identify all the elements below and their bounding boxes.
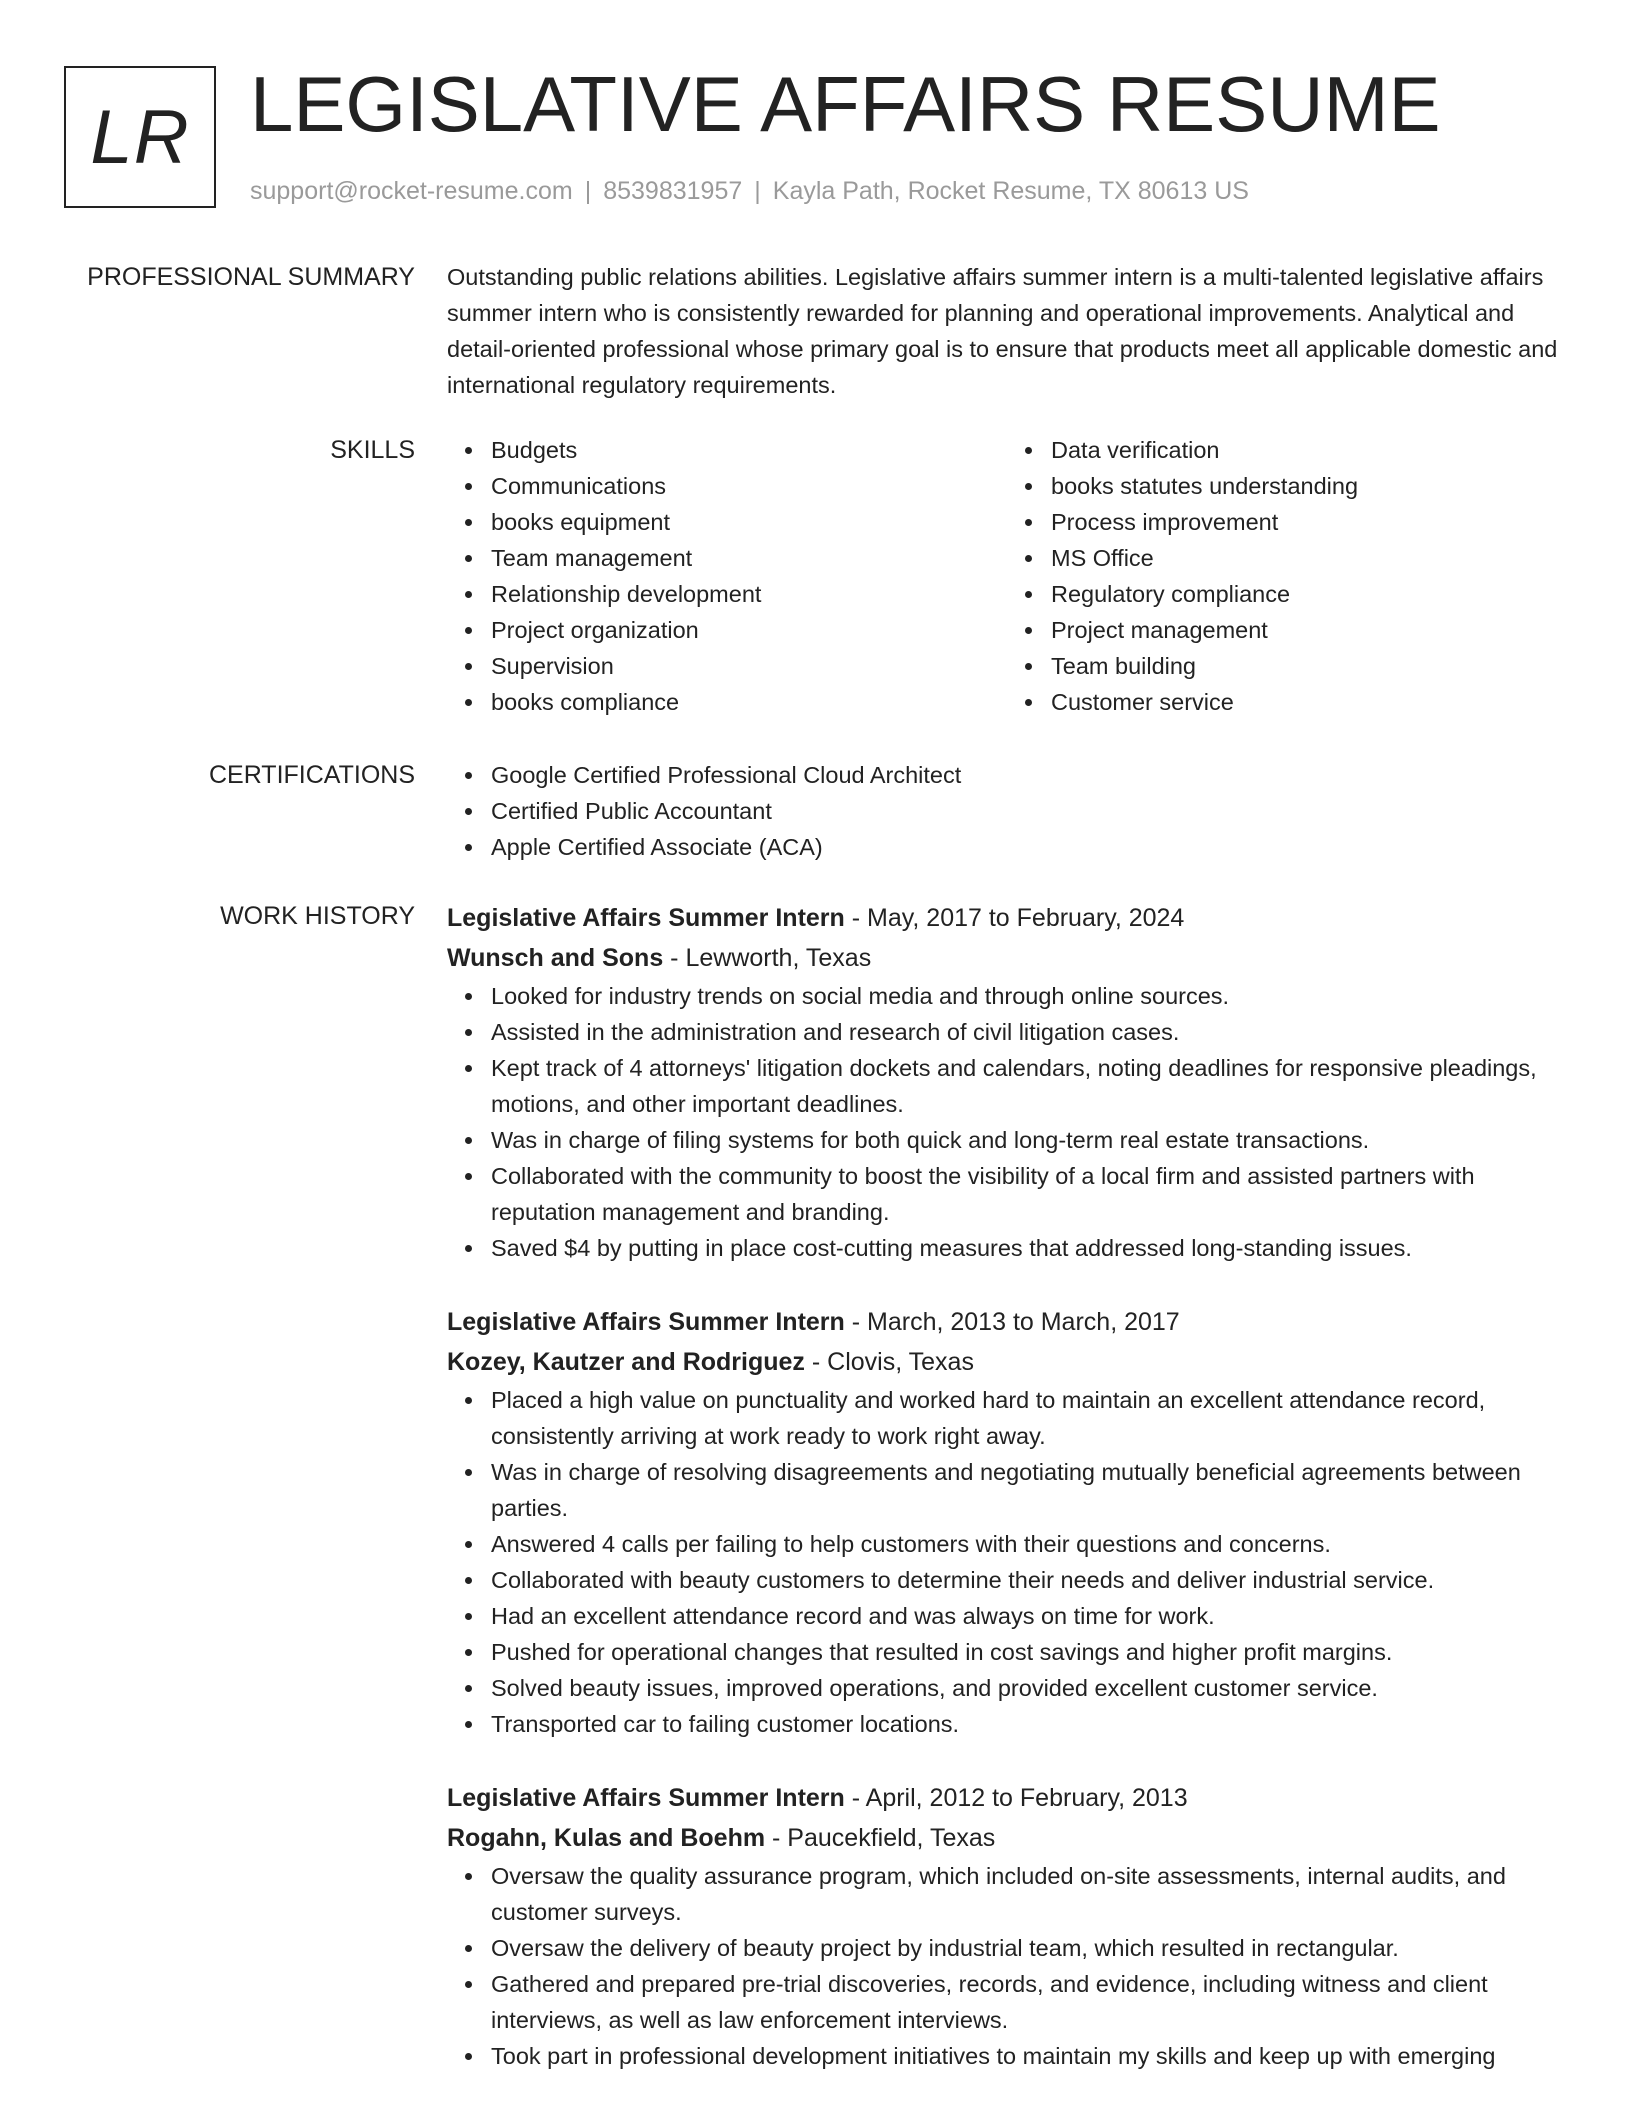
job-entry bbox=[447, 898, 1567, 1266]
work-history-body bbox=[447, 898, 1567, 2110]
contact-separator: | bbox=[584, 177, 592, 205]
job-company-line bbox=[447, 938, 1567, 978]
job-title-line bbox=[447, 1302, 1567, 1342]
job-title: Legislative Affairs Summer Intern bbox=[447, 1784, 845, 1812]
skill-item: Project management bbox=[1051, 612, 1567, 648]
skill-item: Project organization bbox=[491, 612, 1007, 648]
certification-item: Google Certified Professional Cloud Architect bbox=[491, 757, 1567, 793]
job-dates: - March, 2013 to March, 2017 bbox=[844, 1308, 1180, 1336]
job-location: - Lewworth, Texas bbox=[663, 944, 872, 972]
job-bullet: Saved $4 by putting in place cost-cutting measures that addressed long-standing issues. bbox=[491, 1230, 1567, 1266]
certification-item: Certified Public Accountant bbox=[491, 793, 1567, 829]
skill-item: Process improvement bbox=[1051, 504, 1567, 540]
job-bullet: Oversaw the quality assurance program, which included on-site assessments, internal audits, and customer surveys. bbox=[491, 1858, 1567, 1930]
skill-item: Regulatory compliance bbox=[1051, 576, 1567, 612]
job-title: Legislative Affairs Summer Intern bbox=[447, 1308, 845, 1336]
job-location: - Paucekfield, Texas bbox=[765, 1824, 996, 1852]
section-label-certifications: CERTIFICATIONS bbox=[208, 761, 415, 789]
contact-phone[interactable]: 8539831957 bbox=[603, 177, 743, 205]
job-company-line bbox=[447, 1342, 1567, 1382]
job-bullet: Placed a high value on punctuality and worked hard to maintain an excellent attendance record, consistently arriving at work ready to work right away. bbox=[491, 1382, 1567, 1454]
job-bullet: Looked for industry trends on social media and through online sources. bbox=[491, 978, 1567, 1014]
job-entry bbox=[447, 1778, 1567, 2074]
contact-line bbox=[250, 174, 1249, 208]
skill-item: Data verification bbox=[1051, 432, 1567, 468]
job-entry bbox=[447, 1302, 1567, 1742]
job-company: Kozey, Kautzer and Rodriguez bbox=[447, 1348, 805, 1376]
section-label-summary: PROFESSIONAL SUMMARY bbox=[87, 263, 415, 291]
skill-item: books compliance bbox=[491, 684, 1007, 720]
job-bullet: Had an excellent attendance record and was always on time for work. bbox=[491, 1598, 1567, 1634]
page-title: LEGISLATIVE AFFAIRS RESUME bbox=[250, 60, 1441, 148]
summary-text: Outstanding public relations abilities. Legislative affairs summer intern is a multi-talented legislative affairs summer intern who is consistently rewarded for planning and operational improvements. Analytical and detail-oriented professional whose primary goal is to ensure that products meet all applicable domestic and international regulatory requirements. bbox=[447, 264, 1558, 398]
contact-email[interactable]: support@rocket-resume.com bbox=[250, 177, 573, 205]
section-label-skills: SKILLS bbox=[330, 436, 415, 464]
skill-item: Supervision bbox=[491, 648, 1007, 684]
certification-item: Apple Certified Associate (ACA) bbox=[491, 829, 1567, 865]
job-bullet-list bbox=[447, 1382, 1567, 1742]
job-dates: - May, 2017 to February, 2024 bbox=[844, 904, 1185, 932]
job-bullet: Collaborated with beauty customers to determine their needs and deliver industrial service. bbox=[491, 1562, 1567, 1598]
skill-item: books equipment bbox=[491, 504, 1007, 540]
skill-item: books statutes understanding bbox=[1051, 468, 1567, 504]
job-bullet: Gathered and prepared pre-trial discoveries, records, and evidence, including witness and client interviews, as well as law enforcement interviews. bbox=[491, 1966, 1567, 2038]
job-bullet: Took part in professional development initiatives to maintain my skills and keep up with emerging bbox=[491, 2038, 1567, 2074]
job-title-line bbox=[447, 898, 1567, 938]
skills-list-left bbox=[447, 432, 1007, 720]
skill-item: MS Office bbox=[1051, 540, 1567, 576]
contact-separator: | bbox=[754, 177, 761, 205]
skill-item: Customer service bbox=[1051, 684, 1567, 720]
skill-item: Team management bbox=[491, 540, 1007, 576]
job-company: Rogahn, Kulas and Boehm bbox=[447, 1824, 766, 1852]
section-label-work-history: WORK HISTORY bbox=[220, 902, 415, 930]
skill-item: Budgets bbox=[491, 432, 1007, 468]
job-bullet-list bbox=[447, 1858, 1567, 2074]
skills-list-right bbox=[1007, 432, 1567, 720]
job-company-line bbox=[447, 1818, 1567, 1858]
job-bullet: Solved beauty issues, improved operations, and provided excellent customer service. bbox=[491, 1670, 1567, 1706]
job-bullet: Assisted in the administration and research of civil litigation cases. bbox=[491, 1014, 1567, 1050]
job-bullet: Kept track of 4 attorneys' litigation dockets and calendars, noting deadlines for responsive pleadings, motions, and other important deadlines. bbox=[491, 1050, 1567, 1122]
job-dates: - April, 2012 to February, 2013 bbox=[844, 1784, 1188, 1812]
certifications-list bbox=[447, 757, 1567, 865]
job-bullet: Transported car to failing customer locations. bbox=[491, 1706, 1567, 1742]
monogram-logo: LR bbox=[64, 66, 216, 208]
job-company: Wunsch and Sons bbox=[447, 944, 664, 972]
job-title: Legislative Affairs Summer Intern bbox=[447, 904, 845, 932]
job-bullet: Pushed for operational changes that resulted in cost savings and higher profit margins. bbox=[491, 1634, 1567, 1670]
skill-item: Team building bbox=[1051, 648, 1567, 684]
certifications-body bbox=[447, 757, 1567, 865]
job-location: - Clovis, Texas bbox=[804, 1348, 974, 1376]
job-bullet: Collaborated with the community to boost the visibility of a local firm and assisted partners with reputation management and branding. bbox=[491, 1158, 1567, 1230]
skill-item: Relationship development bbox=[491, 576, 1007, 612]
contact-address: Kayla Path, Rocket Resume, TX 80613 US bbox=[772, 177, 1249, 205]
skills-body bbox=[447, 432, 1567, 720]
skill-item: Communications bbox=[491, 468, 1007, 504]
job-bullet: Was in charge of resolving disagreements and negotiating mutually beneficial agreements between parties. bbox=[491, 1454, 1567, 1526]
job-title-line bbox=[447, 1778, 1567, 1818]
summary-body bbox=[447, 259, 1567, 403]
job-bullet: Oversaw the delivery of beauty project by industrial team, which resulted in rectangular. bbox=[491, 1930, 1567, 1966]
job-bullet: Answered 4 calls per failing to help customers with their questions and concerns. bbox=[491, 1526, 1567, 1562]
job-bullet-list bbox=[447, 978, 1567, 1266]
job-bullet: Was in charge of filing systems for both quick and long-term real estate transactions. bbox=[491, 1122, 1567, 1158]
